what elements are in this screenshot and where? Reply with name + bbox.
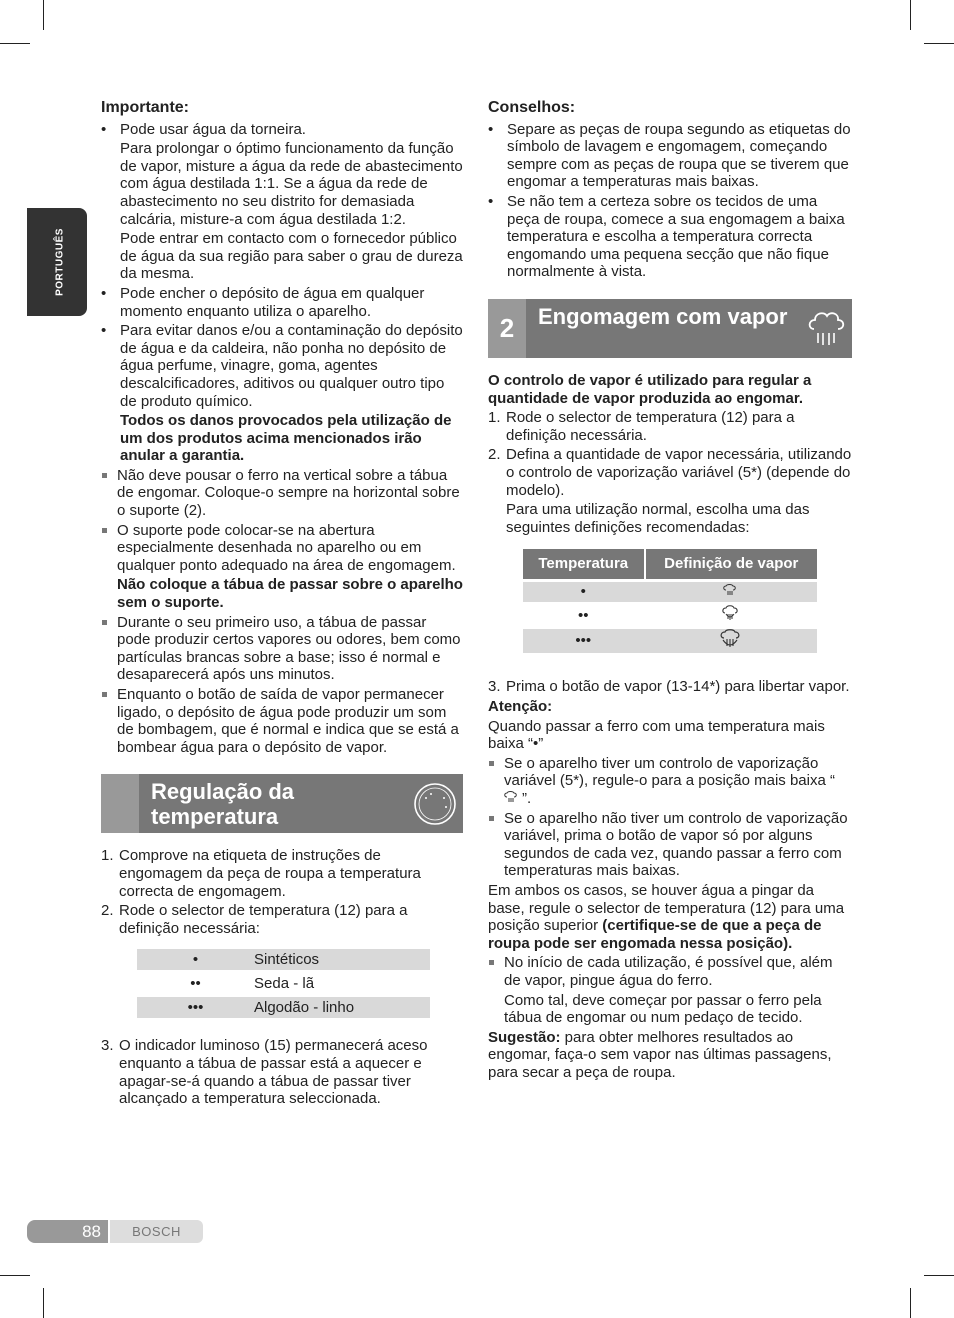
temperature-dots: •	[523, 582, 644, 602]
table-row	[137, 997, 430, 1018]
right-column	[488, 99, 852, 1084]
steam-table	[523, 546, 817, 656]
list-item-text: Se não tem a certeza sobre os tecidos de uma peça de roupa, comece a sua engomagem a baixa temperatura e escolha a temperatura correcta engomando uma pequena secção que não fique normalmente à vista.	[507, 192, 845, 281]
crop-mark	[43, 0, 44, 30]
list-item-text: • Pode usar água da torneira.	[120, 120, 306, 138]
atencao-heading: Atenção:	[488, 698, 553, 716]
sugestao-label: Sugestão:	[488, 1028, 561, 1046]
importante-heading: Importante:	[101, 99, 189, 116]
list-item	[488, 755, 852, 808]
table-header-row	[523, 549, 817, 579]
temperature-dots: •	[137, 949, 254, 970]
list-item	[101, 614, 463, 684]
list-item	[488, 678, 852, 696]
brand-label: BOSCH	[110, 1220, 203, 1243]
list-item	[101, 121, 463, 283]
ambos-text: Em ambos os casos, se houver água a pingar da base, regule o selector de temperatura (12) para uma posição superior	[488, 882, 845, 935]
list-item-text: Para prolongar o óptimo funcionamento da função de vapor, misture a água da rede de abastecimento com água destilada 1:1. Se a água da rede de abastecimento no seu distrito for demasiada calcária, misture-a com água destilada 1:2.	[120, 140, 463, 228]
list-item	[488, 954, 852, 1026]
step-number: 2.	[488, 446, 501, 464]
warranty-warning: Todos os danos provocados pela utilização de um dos produtos acima mencionados irão anular a garantia.	[120, 412, 452, 465]
list-item	[488, 409, 852, 444]
list-item-text: Não deve pousar o ferro na vertical sobre a tábua de engomar. Coloque-o sempre na horizontal sobre o suporte (2).	[117, 466, 460, 520]
list-item	[488, 810, 852, 880]
temperature-steps	[101, 847, 463, 937]
table-row	[523, 582, 817, 602]
ambos-bold: (certifique-se de que a peça de roupa pode ser engomada nessa posição).	[488, 917, 822, 952]
list-item-text: Defina a quantidade de vapor necessária, utilizando o controlo de vaporização variável (5*) (depende do modelo).	[506, 446, 852, 499]
support-warning: Não coloque a tábua de passar sobre o aparelho sem o suporte.	[117, 576, 463, 612]
temperature-dots: •••	[523, 629, 644, 654]
table-row	[523, 605, 817, 626]
temperature-dots: ••	[190, 975, 201, 993]
list-item-text: Prima o botão de vapor (13-14*) para libertar vapor.	[506, 678, 850, 696]
steam-high-icon	[644, 629, 817, 654]
list-item-text: Se o aparelho não tiver um controlo de vaporização variável, prima o botão de vapor só por alguns segundos de cada vez, quando passar a ferro com temperaturas mais baixas.	[504, 809, 848, 880]
steam-low-icon	[644, 582, 817, 602]
steam-medium-icon	[644, 605, 817, 626]
sugestao-text: para obter melhores resultados ao engomar, faça-o sem vapor nas últimas passagens, para secar a peça de roupa.	[488, 1028, 832, 1081]
list-item-text: Separe as peças de roupa segundo as etiquetas do símbolo de lavagem e engomagem, começando sempre com as peças de roupa que se tiverem que engomar a temperaturas mais baixas.	[507, 120, 851, 191]
list-item	[101, 285, 463, 320]
list-item-text: Rode o selector de temperatura (12) para a definição necessária.	[506, 409, 795, 444]
list-item	[101, 522, 463, 612]
temperature-table	[137, 946, 430, 1021]
list-item-text: ”.	[522, 790, 532, 808]
list-item	[101, 467, 463, 520]
list-item-text: No início de cada utilização, é possível que, além de vapor, pingue água do ferro.	[504, 954, 833, 989]
step-number: 3.	[488, 678, 501, 696]
conselhos-heading: Conselhos:	[488, 99, 576, 116]
list-item-text: Comprove na etiqueta de instruções de engomagem da peça de roupa a temperatura correcta de engomagem.	[119, 847, 421, 900]
steam-intro: O controlo de vapor é utilizado para regular a quantidade de vapor produzida ao engomar.	[488, 371, 812, 407]
left-column	[101, 99, 463, 1110]
crop-mark	[910, 1288, 911, 1318]
steam-low-icon	[504, 790, 522, 807]
fabric-label: Algodão - linho	[254, 997, 430, 1018]
list-item	[101, 847, 463, 900]
list-item	[488, 121, 852, 191]
list-item-text: Pode entrar em contacto com o fornecedor público de água da sua região para saber o grau de dureza da mesma.	[120, 230, 463, 283]
fabric-label: Sintéticos	[254, 949, 430, 970]
list-item	[488, 193, 852, 281]
section-gutter	[101, 774, 139, 833]
table-row	[137, 973, 430, 994]
list-item-text: Se o aparelho tiver um controlo de vaporização variável (5*), regule-o para a posição mais baixa “	[504, 754, 835, 790]
crop-mark	[0, 43, 30, 44]
column-header: Definição de vapor	[644, 549, 817, 579]
drip-list	[488, 954, 852, 1026]
step-number: 2.	[101, 902, 114, 920]
section-steam-header	[488, 299, 852, 358]
notes-list	[101, 467, 463, 757]
temperature-dial-icon	[413, 782, 457, 831]
list-item-text: Durante o seu primeiro uso, a tábua de passar pode produzir certos vapores ou odores, bem como partículas brancas sobre a base; isso é normal e desaparecerá após uns minutos.	[117, 613, 461, 684]
steam-steps	[488, 409, 852, 536]
atencao-text: Quando passar a ferro com uma temperatura mais baixa “•”	[488, 717, 825, 753]
list-item-text: • Para evitar danos e/ou a contaminação do depósito de água e da caldeira, não ponha no depósito de água perfume, vinagre, goma, agentes descalcificadores, aditivos ou qualquer outro tipo de produto químico.	[120, 322, 463, 410]
language-tab-label: PORTUGUÊS	[54, 228, 66, 296]
language-tab	[27, 208, 87, 316]
list-item-text: Para uma utilização normal, escolha uma das seguintes definições recomendadas:	[506, 501, 810, 536]
crop-mark	[0, 1275, 30, 1276]
section-title: Engomagem com vapor	[538, 303, 788, 329]
step-number: 1.	[101, 847, 114, 865]
crop-mark	[924, 43, 954, 44]
crop-mark	[910, 0, 911, 30]
step-number: 3.	[101, 1037, 114, 1055]
importante-list	[101, 121, 463, 465]
temperature-dots: ••	[578, 606, 589, 624]
column-header: Temperatura	[523, 549, 644, 579]
crop-mark	[924, 1275, 954, 1276]
list-item-text: Enquanto o botão de saída de vapor permanecer ligado, o depósito de água pode produzir um som de bombagem, que é normal e indica que se está a bombear água para o depósito de vapor.	[117, 686, 459, 756]
temperature-steps-cont	[101, 1037, 463, 1107]
table-row	[523, 629, 817, 654]
list-item	[101, 686, 463, 756]
list-item	[101, 1037, 463, 1107]
sugestao-paragraph	[488, 1029, 852, 1082]
section-temperature-header	[101, 774, 463, 833]
list-item-text: Rode o selector de temperatura (12) para a definição necessária:	[119, 902, 408, 937]
temperature-dots: •••	[137, 997, 254, 1018]
step-number: 1.	[488, 409, 501, 427]
list-item-text: Como tal, deve começar por passar o ferro pela tábua de engomar ou num pedaço de tecido.	[504, 991, 822, 1027]
steam-steps-cont	[488, 678, 852, 696]
ambos-paragraph	[488, 882, 852, 952]
page-number: 88	[27, 1220, 108, 1243]
crop-mark	[43, 1288, 44, 1318]
table-row	[137, 949, 430, 970]
section-title: Regulação da temperatura	[151, 779, 295, 830]
list-item-text: O indicador luminoso (15) permanecerá aceso enquanto a tábua de passar está a aquecer e apagar-se-á quando a tábua de passar tiver alcançado a temperatura seleccionada.	[119, 1037, 428, 1108]
list-item-text: Pode encher o depósito de água em qualquer momento enquanto utiliza o aparelho.	[120, 284, 425, 320]
conselhos-list	[488, 121, 852, 281]
list-item-text: O suporte pode colocar-se na abertura especialmente desenhada no aparelho ou em qualquer ponto adequado na área de engomagem.	[117, 521, 456, 574]
section-number: 2	[488, 299, 526, 358]
list-item	[488, 446, 852, 536]
fabric-label: Seda - lã	[254, 975, 315, 993]
atencao-list	[488, 755, 852, 880]
list-item	[101, 902, 463, 937]
list-item	[101, 322, 463, 465]
steam-cloud-icon	[806, 307, 846, 354]
